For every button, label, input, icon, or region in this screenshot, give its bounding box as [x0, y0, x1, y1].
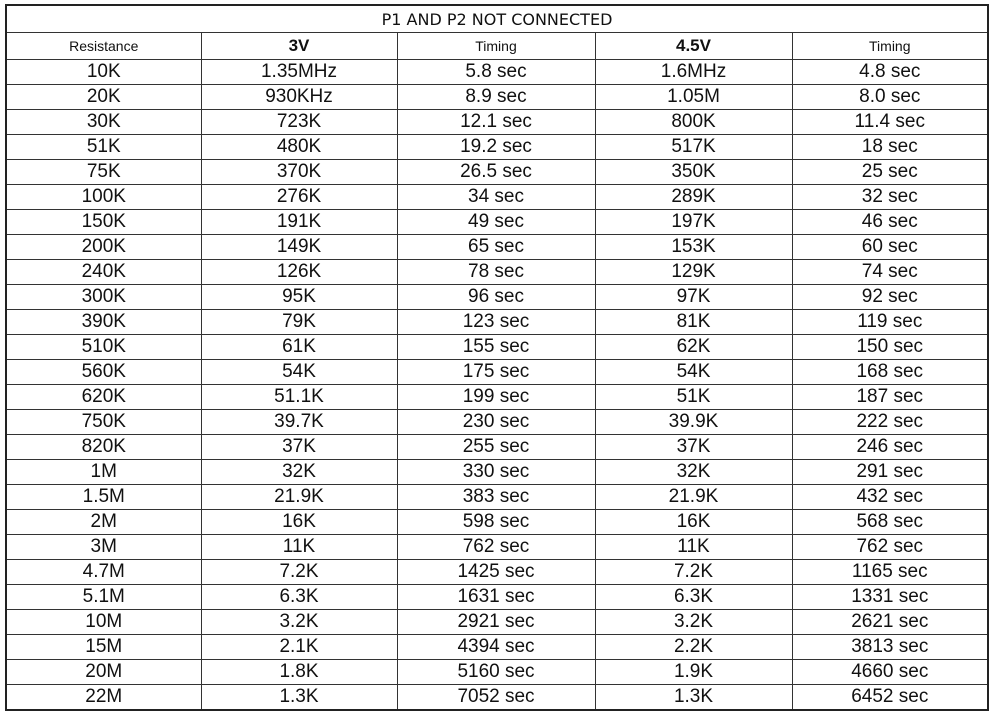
- cell-frequency-3v: 1.35MHz: [201, 60, 397, 85]
- cell-timing-4-5v: 11.4 sec: [792, 110, 988, 135]
- cell-frequency-4-5v: 800K: [595, 110, 792, 135]
- cell-timing-3v: 1631 sec: [397, 585, 595, 610]
- table-row: [6, 310, 988, 335]
- cell-timing-3v: 2921 sec: [397, 610, 595, 635]
- cell-resistance: 20K: [6, 85, 201, 110]
- table-row: [6, 335, 988, 360]
- cell-frequency-4-5v: 7.2K: [595, 560, 792, 585]
- cell-frequency-3v: 191K: [201, 210, 397, 235]
- cell-resistance: 150K: [6, 210, 201, 235]
- table-row: [6, 510, 988, 535]
- cell-timing-4-5v: 762 sec: [792, 535, 988, 560]
- cell-frequency-3v: 276K: [201, 185, 397, 210]
- cell-timing-4-5v: 187 sec: [792, 385, 988, 410]
- cell-timing-3v: 155 sec: [397, 335, 595, 360]
- cell-frequency-4-5v: 32K: [595, 460, 792, 485]
- table-row: [6, 185, 988, 210]
- cell-frequency-3v: 930KHz: [201, 85, 397, 110]
- cell-frequency-4-5v: 1.6MHz: [595, 60, 792, 85]
- cell-frequency-3v: 37K: [201, 435, 397, 460]
- cell-frequency-4-5v: 16K: [595, 510, 792, 535]
- cell-resistance: 20M: [6, 660, 201, 685]
- frequency-timing-table: [5, 4, 989, 711]
- cell-frequency-3v: 16K: [201, 510, 397, 535]
- table-row: [6, 485, 988, 510]
- cell-frequency-4-5v: 2.2K: [595, 635, 792, 660]
- cell-timing-3v: 7052 sec: [397, 685, 595, 711]
- cell-resistance: 750K: [6, 410, 201, 435]
- cell-resistance: 1.5M: [6, 485, 201, 510]
- cell-timing-3v: 255 sec: [397, 435, 595, 460]
- cell-timing-4-5v: 74 sec: [792, 260, 988, 285]
- cell-resistance: 5.1M: [6, 585, 201, 610]
- cell-timing-3v: 199 sec: [397, 385, 595, 410]
- cell-resistance: 4.7M: [6, 560, 201, 585]
- cell-resistance: 200K: [6, 235, 201, 260]
- table-row: [6, 435, 988, 460]
- cell-timing-3v: 8.9 sec: [397, 85, 595, 110]
- cell-resistance: 820K: [6, 435, 201, 460]
- cell-timing-3v: 4394 sec: [397, 635, 595, 660]
- cell-frequency-3v: 480K: [201, 135, 397, 160]
- cell-timing-3v: 65 sec: [397, 235, 595, 260]
- cell-frequency-4-5v: 11K: [595, 535, 792, 560]
- table-row: [6, 610, 988, 635]
- cell-frequency-3v: 370K: [201, 160, 397, 185]
- cell-resistance: 100K: [6, 185, 201, 210]
- table-title: P1 AND P2 NOT CONNECTED: [6, 5, 988, 33]
- cell-frequency-4-5v: 153K: [595, 235, 792, 260]
- cell-frequency-4-5v: 1.9K: [595, 660, 792, 685]
- table-row: [6, 210, 988, 235]
- cell-frequency-3v: 3.2K: [201, 610, 397, 635]
- table-row: [6, 635, 988, 660]
- table-row: [6, 110, 988, 135]
- table-row: [6, 385, 988, 410]
- cell-frequency-3v: 723K: [201, 110, 397, 135]
- cell-timing-4-5v: 4660 sec: [792, 660, 988, 685]
- header-3v: 3V: [201, 33, 397, 60]
- cell-frequency-3v: 1.3K: [201, 685, 397, 711]
- table-row: [6, 160, 988, 185]
- cell-frequency-3v: 21.9K: [201, 485, 397, 510]
- header-resistance: Resistance: [6, 33, 201, 60]
- cell-resistance: 30K: [6, 110, 201, 135]
- cell-resistance: 240K: [6, 260, 201, 285]
- timing-table-container: [5, 4, 987, 709]
- cell-timing-4-5v: 168 sec: [792, 360, 988, 385]
- cell-timing-4-5v: 1165 sec: [792, 560, 988, 585]
- cell-timing-3v: 12.1 sec: [397, 110, 595, 135]
- cell-frequency-4-5v: 517K: [595, 135, 792, 160]
- table-row: [6, 235, 988, 260]
- cell-resistance: 300K: [6, 285, 201, 310]
- cell-frequency-4-5v: 129K: [595, 260, 792, 285]
- cell-frequency-3v: 149K: [201, 235, 397, 260]
- cell-timing-3v: 383 sec: [397, 485, 595, 510]
- cell-timing-3v: 19.2 sec: [397, 135, 595, 160]
- cell-timing-3v: 175 sec: [397, 360, 595, 385]
- cell-timing-3v: 762 sec: [397, 535, 595, 560]
- cell-frequency-4-5v: 289K: [595, 185, 792, 210]
- cell-timing-4-5v: 1331 sec: [792, 585, 988, 610]
- table-body: [6, 60, 988, 711]
- cell-timing-3v: 96 sec: [397, 285, 595, 310]
- cell-timing-4-5v: 6452 sec: [792, 685, 988, 711]
- table-row: [6, 60, 988, 85]
- cell-frequency-3v: 39.7K: [201, 410, 397, 435]
- cell-timing-4-5v: 60 sec: [792, 235, 988, 260]
- cell-timing-4-5v: 25 sec: [792, 160, 988, 185]
- cell-timing-4-5v: 222 sec: [792, 410, 988, 435]
- cell-timing-3v: 123 sec: [397, 310, 595, 335]
- cell-timing-3v: 5.8 sec: [397, 60, 595, 85]
- header-row: [6, 33, 988, 60]
- table-row: [6, 260, 988, 285]
- cell-timing-3v: 1425 sec: [397, 560, 595, 585]
- cell-frequency-4-5v: 51K: [595, 385, 792, 410]
- cell-frequency-4-5v: 21.9K: [595, 485, 792, 510]
- cell-timing-3v: 78 sec: [397, 260, 595, 285]
- cell-frequency-4-5v: 6.3K: [595, 585, 792, 610]
- cell-frequency-3v: 32K: [201, 460, 397, 485]
- table-row: [6, 560, 988, 585]
- cell-resistance: 560K: [6, 360, 201, 385]
- table-row: [6, 535, 988, 560]
- cell-resistance: 3M: [6, 535, 201, 560]
- cell-resistance: 22M: [6, 685, 201, 711]
- cell-frequency-3v: 54K: [201, 360, 397, 385]
- cell-resistance: 51K: [6, 135, 201, 160]
- cell-resistance: 510K: [6, 335, 201, 360]
- cell-timing-4-5v: 150 sec: [792, 335, 988, 360]
- cell-timing-3v: 330 sec: [397, 460, 595, 485]
- cell-frequency-4-5v: 1.3K: [595, 685, 792, 711]
- cell-resistance: 620K: [6, 385, 201, 410]
- cell-timing-4-5v: 18 sec: [792, 135, 988, 160]
- cell-resistance: 75K: [6, 160, 201, 185]
- cell-resistance: 15M: [6, 635, 201, 660]
- table-row: [6, 685, 988, 711]
- cell-timing-4-5v: 4.8 sec: [792, 60, 988, 85]
- table-row: [6, 360, 988, 385]
- cell-frequency-4-5v: 3.2K: [595, 610, 792, 635]
- cell-resistance: 10K: [6, 60, 201, 85]
- table-row: [6, 135, 988, 160]
- cell-frequency-4-5v: 350K: [595, 160, 792, 185]
- cell-timing-3v: 5160 sec: [397, 660, 595, 685]
- cell-frequency-3v: 7.2K: [201, 560, 397, 585]
- cell-resistance: 390K: [6, 310, 201, 335]
- table-title-row: [6, 5, 988, 33]
- cell-timing-3v: 598 sec: [397, 510, 595, 535]
- table-row: [6, 85, 988, 110]
- cell-timing-4-5v: 3813 sec: [792, 635, 988, 660]
- table-row: [6, 460, 988, 485]
- cell-timing-4-5v: 568 sec: [792, 510, 988, 535]
- cell-timing-3v: 26.5 sec: [397, 160, 595, 185]
- cell-frequency-4-5v: 54K: [595, 360, 792, 385]
- header-4-5v: 4.5V: [595, 33, 792, 60]
- cell-frequency-3v: 51.1K: [201, 385, 397, 410]
- cell-timing-4-5v: 8.0 sec: [792, 85, 988, 110]
- cell-timing-3v: 34 sec: [397, 185, 595, 210]
- cell-timing-3v: 230 sec: [397, 410, 595, 435]
- cell-resistance: 2M: [6, 510, 201, 535]
- cell-frequency-3v: 95K: [201, 285, 397, 310]
- cell-frequency-3v: 2.1K: [201, 635, 397, 660]
- cell-frequency-3v: 126K: [201, 260, 397, 285]
- cell-frequency-3v: 6.3K: [201, 585, 397, 610]
- cell-timing-4-5v: 432 sec: [792, 485, 988, 510]
- cell-frequency-4-5v: 97K: [595, 285, 792, 310]
- cell-frequency-3v: 79K: [201, 310, 397, 335]
- cell-frequency-4-5v: 1.05M: [595, 85, 792, 110]
- cell-frequency-4-5v: 197K: [595, 210, 792, 235]
- cell-frequency-3v: 11K: [201, 535, 397, 560]
- table-row: [6, 410, 988, 435]
- header-timing-4-5v: Timing: [792, 33, 988, 60]
- cell-timing-4-5v: 2621 sec: [792, 610, 988, 635]
- cell-frequency-4-5v: 62K: [595, 335, 792, 360]
- table-row: [6, 585, 988, 610]
- table-row: [6, 660, 988, 685]
- cell-timing-4-5v: 92 sec: [792, 285, 988, 310]
- cell-frequency-4-5v: 37K: [595, 435, 792, 460]
- cell-timing-4-5v: 46 sec: [792, 210, 988, 235]
- cell-timing-4-5v: 119 sec: [792, 310, 988, 335]
- cell-resistance: 1M: [6, 460, 201, 485]
- cell-frequency-3v: 61K: [201, 335, 397, 360]
- cell-frequency-4-5v: 39.9K: [595, 410, 792, 435]
- cell-timing-4-5v: 246 sec: [792, 435, 988, 460]
- cell-timing-4-5v: 32 sec: [792, 185, 988, 210]
- cell-timing-4-5v: 291 sec: [792, 460, 988, 485]
- cell-frequency-4-5v: 81K: [595, 310, 792, 335]
- header-timing-3v: Timing: [397, 33, 595, 60]
- table-row: [6, 285, 988, 310]
- cell-resistance: 10M: [6, 610, 201, 635]
- cell-timing-3v: 49 sec: [397, 210, 595, 235]
- cell-frequency-3v: 1.8K: [201, 660, 397, 685]
